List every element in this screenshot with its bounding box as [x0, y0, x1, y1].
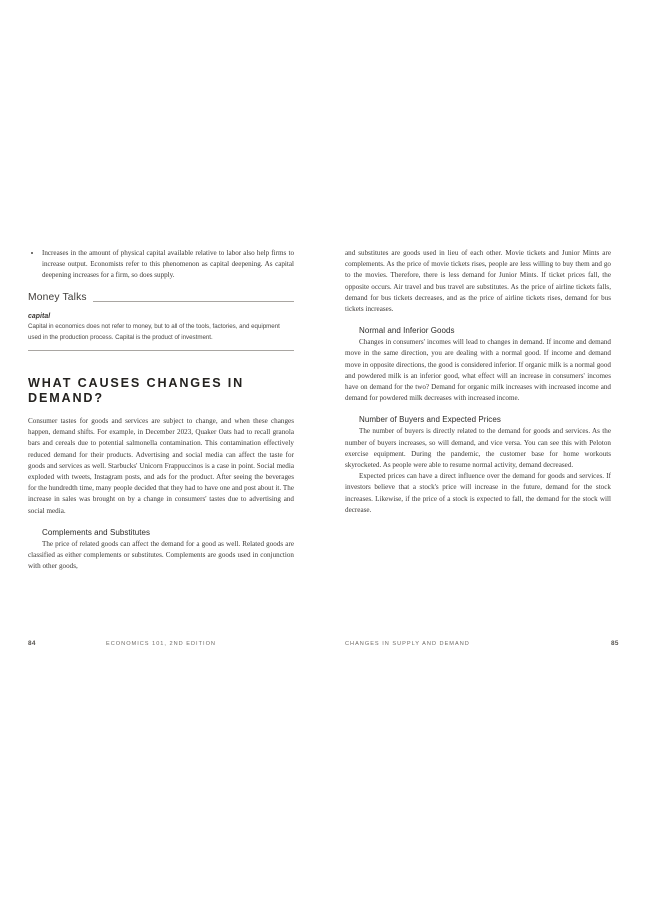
- glossary-term: capital: [28, 312, 51, 320]
- bullet-list: [28, 248, 294, 282]
- running-footer-chapter: CHANGES IN SUPPLY AND DEMAND: [345, 641, 470, 647]
- money-talks-title: Money Talks: [28, 291, 87, 303]
- continued-paragraph: and substitutes are goods used in lieu of each other. Movie tickets and Junior Mints are complements. As the price of movie tickets rises, people are less willing to buy them and go to the movies. Therefore, there is less demand for Junior Mints. If ticket prices fall, the opposite occurs. Air travel and bus travel are substitutes. As the price of airline tickets falls, demand for bus tickets decreases, and as the price of airline tickets rises, demand for bus tickets increases.: [345, 249, 611, 314]
- bullet-text: Increases in the amount of physical capital available relative to labor also help firms to increase output. Economists refer to this phenomenon as capital deepening. As capital deepening increases for a firm, so does supply.: [42, 249, 294, 280]
- money-talks-sidebar: [28, 292, 294, 351]
- money-talks-header: [28, 292, 294, 305]
- folio-right-page-number: 85: [611, 640, 619, 647]
- section-heading: WHAT CAUSES CHANGES IN DEMAND?: [28, 375, 245, 405]
- buyers-expected-prices-body: [345, 426, 611, 516]
- normal-inferior-body: [345, 337, 611, 404]
- left-column-body: [28, 416, 294, 517]
- bullet-dot-icon: [31, 252, 33, 254]
- subsection-paragraph: The price of related goods can affect the demand for a good as well. Related goods are classified as either complements or substitutes. Complements are goods used in conjunction with other goods,: [28, 539, 294, 571]
- money-talks-bottom-rule: [28, 350, 294, 351]
- running-footer-book-title: ECONOMICS 101, 2ND EDITION: [106, 641, 216, 647]
- subsection-heading-buyers-expected-prices: Number of Buyers and Expected Prices: [359, 415, 501, 425]
- subsection-heading-normal-inferior: Normal and Inferior Goods: [359, 326, 455, 336]
- normal-inferior-paragraph: Changes in consumers' incomes will lead to changes in demand. If income and demand move in the same direction, you are dealing with a normal good. If income and demand move in opposite directions, the good is considered inferior. If organic milk is a normal good and powdered milk is an inferior good, what effect will an increase in consumers' incomes have on demand for the two? Demand for organic milk increases with increased income and demand for powdered milk decreases with increased income.: [345, 338, 611, 403]
- folio-left-page-number: 84: [28, 640, 36, 647]
- right-page: [345, 248, 611, 516]
- list-item: [28, 248, 294, 282]
- right-column-body: [345, 248, 611, 315]
- money-talks-header-rule: [93, 301, 294, 302]
- left-column-subsection-body: [28, 539, 294, 573]
- left-page: [28, 248, 294, 572]
- intro-paragraph: Consumer tastes for goods and services are subject to change, and when these changes happen, demand shifts. For example, in December 2023, Quaker Oats had to recall granola bars and cereals due to potential salmonella contamination. This contamination effectively reduced demand for their products. Advertising and social media can affect the taste for goods and services as well. Starbucks' Unicorn Frappuccinos is a case in point. Social media exploded with tweets, Instagram posts, and ads for the product. After seeing the beverages for the hundredth time, many people decided that they had to have one and post about it. The increase in sales was brought on by a change in consumers' tastes due to advertising and social media.: [28, 416, 294, 515]
- expected-prices-paragraph: Expected prices can have a direct influence over the demand for goods and services. If investors believe that a stock's price will increase in the future, demand for the stock increases. Likewise, if the price of a stock is expected to fall, the demand for the stock will decrease.: [345, 472, 611, 514]
- subsection-heading-complements: Complements and Substitutes: [42, 527, 151, 537]
- glossary-definition: Capital in economics does not refer to money, but to all of the tools, factories, and equipment used in the production process. Capital is the product of investment.: [28, 323, 280, 341]
- buyers-paragraph: The number of buyers is directly related to the demand for goods and services. As the number of buyers increases, so will demand, and vice versa. You can see this with Peloton exercise equipment. During the pandemic, the customer base for home workouts skyrocketed. As people were able to resume normal activity, demand decreased.: [345, 427, 611, 470]
